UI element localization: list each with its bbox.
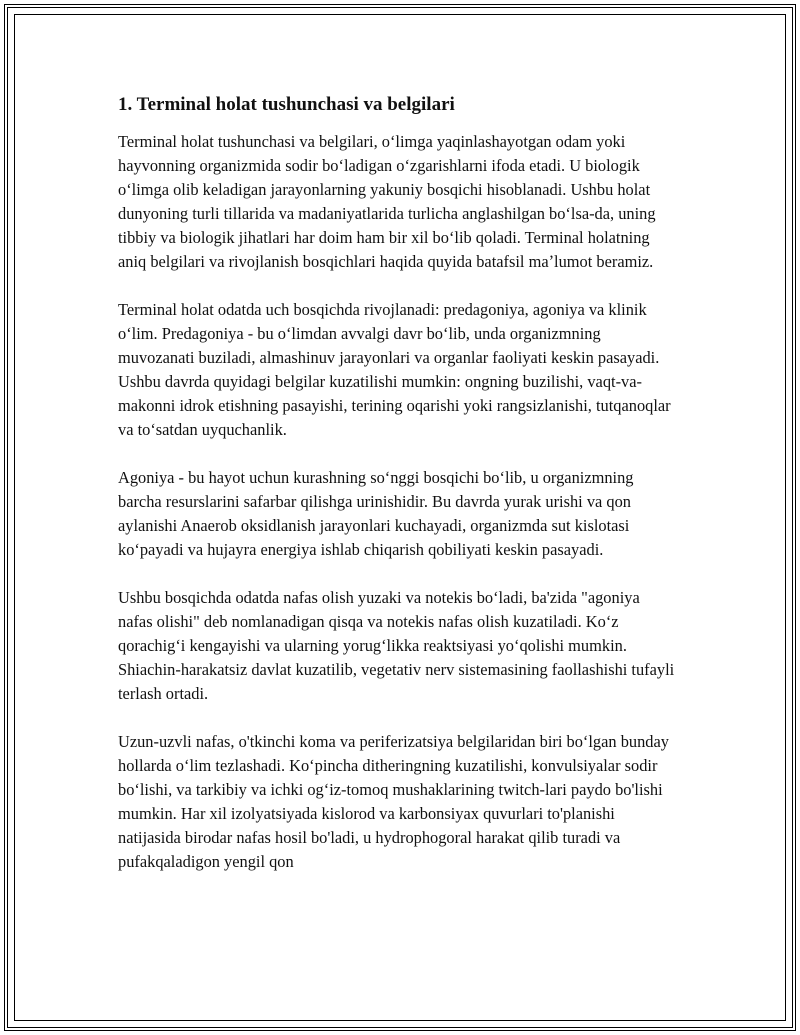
section-heading: 1. Terminal holat tushunchasi va belgilari (118, 94, 455, 115)
paragraph-4: Ushbu bosqichda odatda nafas olish yuzaki va notekis boʻladi, ba'zida "agoniya nafas olishi" deb nomlanadigan qisqa va notekis nafas olish kuzatiladi. Koʻz qorachigʻi kengayishi va ularning yorugʻlikka reaktsiyasi yoʻqolishi mumkin. Shiachin-harakatsiz davlat kuzatilib, vegetativ nerv sistemasining faollashishi tufayli terlash ortadi. (118, 588, 675, 703)
paragraph-3: Agoniya - bu hayot uchun kurashning soʻnggi bosqichi boʻlib, u organizmning barcha resurslarini safarbar qilishga urinishidir. Bu davrda yurak urishi va qon aylanishi Anaerob oksidlanish jarayonlari kuchayadi, organizmda sut kislotasi koʻpayadi va hujayra energiya ishlab chiqarish qobiliyati keskin pasayadi. (118, 468, 634, 559)
paragraph-2: Terminal holat odatda uch bosqichda rivojlanadi: predagoniya, agoniya va klinik oʻlim. Predagoniya - bu oʻlimdan avvalgi davr boʻlib, unda organizmning muvozanati buziladi, almashinuv jarayonlari va organlar faoliyati keskin pasayadi. Ushbu davrda quyidagi belgilar kuzatilishi mumkin: ongning buzilishi, vaqt-va-makonni idrok etishning pasayishi, terining oqarishi yoki rangsizlanishi, tutqanoqlar va toʻsatdan uyquchanlik. (118, 300, 671, 439)
paragraph-1: Terminal holat tushunchasi va belgilari, oʻlimga yaqinlashayotgan odam yoki hayvonning organizmida sodir boʻladigan oʻzgarishlarni ifoda etadi. U biologik oʻlimga olib keladigan jarayonlarning yakuniy bosqichi hisoblanadi. Ushbu holat dunyoning turli tillarida va madaniyatlarida turlicha anglashilgan boʻlsa-da, uning tibbiy va biologik jihatlari har doim ham bir xil boʻlib qoladi. Terminal holatning aniq belgilari va rivojlanish bosqichlari haqida quyida batafsil maʼlumot beramiz. (118, 132, 656, 271)
document-body (118, 92, 678, 898)
paragraph-5: Uzun-uzvli nafas, o'tkinchi koma va periferizatsiya belgilaridan biri boʻlgan bunday hollarda oʻlim tezlashadi. Koʻpincha ditheringning kuzatilishi, konvulsiyalar sodir boʻlishi, va tarkibiy va ichki ogʻiz-tomoq mushaklarining twitch-lari paydo bo'lishi mumkin. Har xil izolyatsiyada kislorod va karbonsiyax quvurlari to'planishi natijasida birodar nafas hosil bo'ladi, u hydrophogoral harakat qilib turadi va pufakqaladigon yengil qon (118, 732, 669, 871)
